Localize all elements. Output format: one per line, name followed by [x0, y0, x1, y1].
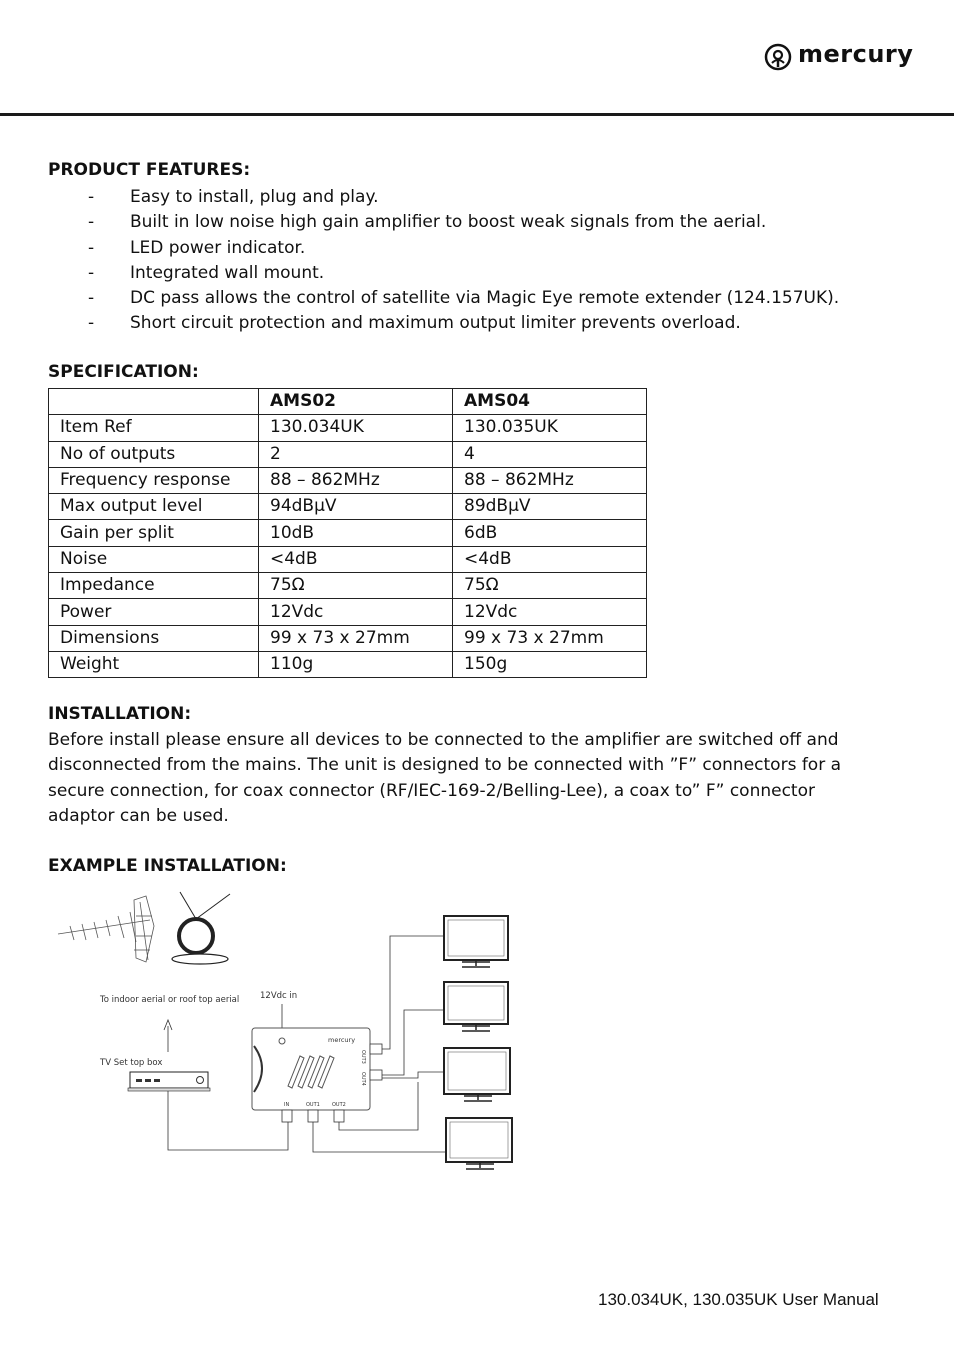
table-row: [49, 494, 647, 520]
brand-name: mercury: [798, 40, 914, 68]
table-cell: 4: [453, 441, 647, 467]
column-header: AMS04: [453, 389, 647, 415]
feature-text: Integrated wall mount.: [130, 262, 325, 283]
table-cell: No of outputs: [49, 441, 259, 467]
table-cell: Dimensions: [49, 625, 259, 651]
table-cell: Noise: [49, 546, 259, 572]
table-cell: 12Vdc: [259, 599, 453, 625]
amplifier-device-icon: [252, 1028, 382, 1122]
indoor-aerial-icon: [172, 892, 230, 964]
bullet: -: [88, 187, 95, 207]
feature-text: Easy to install, plug and play.: [130, 187, 379, 207]
feature-text: DC pass allows the control of satellite via Magic Eye remote extender (124.157UK).: [130, 288, 840, 309]
port-out1-label: OUT1: [306, 1102, 320, 1108]
table-cell: 12Vdc: [453, 599, 647, 625]
table-cell: 75Ω: [453, 573, 647, 599]
mercury-logo-icon: [764, 43, 794, 73]
table-row: [49, 467, 647, 493]
bullet: -: [88, 288, 95, 309]
table-cell: Item Ref: [49, 415, 259, 441]
table-cell: 99 x 73 x 27mm: [453, 625, 647, 651]
table-cell: 130.034UK: [259, 415, 453, 441]
set-top-box-icon: [128, 1072, 210, 1091]
table-cell: Impedance: [49, 573, 259, 599]
features-heading: PRODUCT FEATURES:: [48, 160, 251, 180]
page-footer: 130.034UK, 130.035UK User Manual: [598, 1290, 879, 1309]
column-header: AMS02: [259, 389, 453, 415]
bullet: -: [88, 313, 95, 334]
table-row: [49, 599, 647, 625]
tv-icon: [444, 982, 508, 1031]
specification-table: [48, 388, 647, 678]
example-heading: EXAMPLE INSTALLATION:: [48, 856, 287, 876]
table-row: [49, 625, 647, 651]
aerial-label: To indoor aerial or roof top aerial: [100, 995, 240, 1005]
table-row: [49, 415, 647, 441]
table-cell: 2: [259, 441, 453, 467]
installation-text: Before install please ensure all devices to be connected to the amplifier are switched off and disconnected from the mains. The unit is designed to be connected with ”F” connectors for a secure connection, for coax connector (RF/IEC-169-2/Belling-Lee), a coax to” F” connector adaptor can be used.: [48, 730, 842, 826]
table-cell: 130.035UK: [453, 415, 647, 441]
column-header: [49, 389, 259, 415]
stb-label: TV Set top box: [100, 1058, 163, 1068]
table-cell: 99 x 73 x 27mm: [259, 625, 453, 651]
feature-text: Built in low noise high gain amplifier to boost weak signals from the aerial.: [130, 212, 767, 233]
feature-text: Short circuit protection and maximum output limiter prevents overload.: [130, 313, 741, 334]
table-cell: 89dBμV: [453, 494, 647, 520]
table-cell: Weight: [49, 651, 259, 677]
feature-text: LED power indicator.: [130, 237, 306, 258]
table-row: [49, 441, 647, 467]
table-cell: Gain per split: [49, 520, 259, 546]
bullet: -: [88, 262, 95, 283]
table-cell: Frequency response: [49, 467, 259, 493]
side-out4-label: OUT4: [360, 1072, 366, 1086]
roof-aerial-icon: [58, 896, 154, 962]
port-in-label: IN: [284, 1102, 290, 1108]
power-label: 12Vdc in: [260, 991, 298, 1001]
table-row: [49, 546, 647, 572]
table-cell: 110g: [259, 651, 453, 677]
table-row: [49, 573, 647, 599]
table-cell: 88 – 862MHz: [453, 467, 647, 493]
table-cell: Power: [49, 599, 259, 625]
installation-diagram: [50, 886, 530, 1176]
tv-icon: [444, 1048, 510, 1101]
installation-heading: INSTALLATION:: [48, 704, 192, 724]
device-brand-label: mercury: [328, 1036, 356, 1044]
mercury-logo: [764, 40, 914, 74]
specification-heading: SPECIFICATION:: [48, 362, 199, 382]
bullet: -: [88, 212, 95, 233]
table-row: [49, 651, 647, 677]
table-cell: Max output level: [49, 494, 259, 520]
table-cell: 94dBμV: [259, 494, 453, 520]
table-cell: 75Ω: [259, 573, 453, 599]
port-out2-label: OUT2: [332, 1102, 346, 1108]
table-cell: <4dB: [453, 546, 647, 572]
table-header-row: [49, 389, 647, 415]
tv-icon: [446, 1118, 512, 1169]
table-cell: 10dB: [259, 520, 453, 546]
bullet: -: [88, 237, 95, 258]
side-out3-label: OUT3: [360, 1050, 366, 1064]
table-row: [49, 520, 647, 546]
tv-icon: [444, 916, 508, 967]
table-cell: <4dB: [259, 546, 453, 572]
header-divider: [0, 113, 954, 116]
table-cell: 88 – 862MHz: [259, 467, 453, 493]
table-cell: 150g: [453, 651, 647, 677]
table-cell: 6dB: [453, 520, 647, 546]
